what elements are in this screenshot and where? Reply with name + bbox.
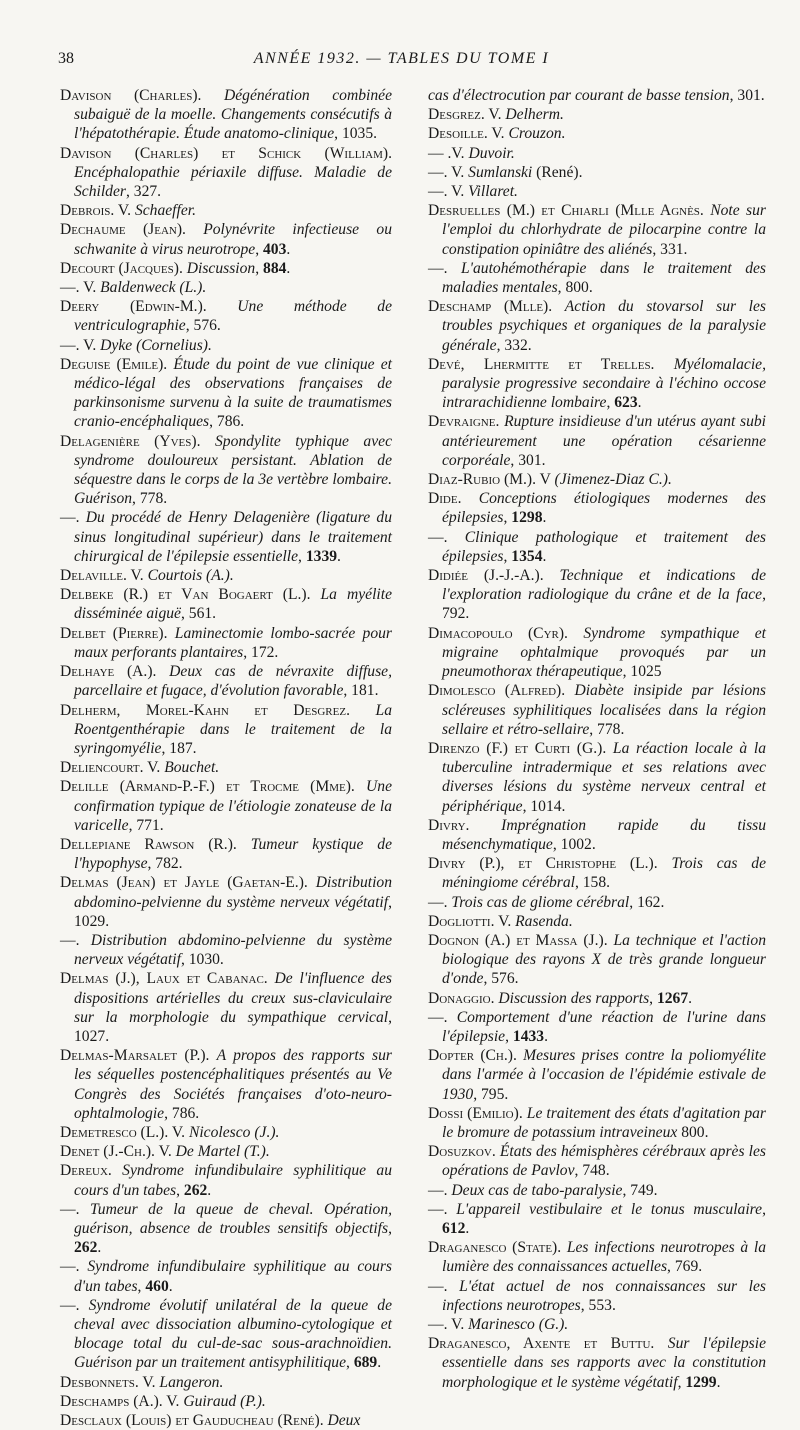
entry-title: Dyke (Cornelius). xyxy=(100,336,212,354)
index-entry xyxy=(60,1257,392,1295)
index-entry xyxy=(428,1238,766,1276)
entry-page-bold: 403 xyxy=(262,240,287,258)
index-entry xyxy=(428,1142,766,1180)
index-entry xyxy=(60,278,392,297)
entry-title: Discussion xyxy=(186,259,256,277)
entry-pages: , xyxy=(762,1200,766,1218)
entry-title: Laminectomie lombo-sacrée pour maux perforants plantaires xyxy=(74,624,392,661)
index-entry xyxy=(60,220,392,258)
entry-author: Delmas (Jean) et Jayle (Gaetan-E.). xyxy=(60,874,316,892)
entry-title: Note sur l'emploi du chlorhydrate de pilocarpine contre la constipation opiniâtre des aliénés xyxy=(442,202,766,258)
entry-author: Delaville. V. xyxy=(60,567,148,585)
entry-author: —. xyxy=(60,509,86,527)
entry-pages: , 172. xyxy=(243,643,279,661)
index-entry xyxy=(428,893,766,912)
entry-end: . xyxy=(542,547,547,565)
entry-author: Desruelles (M.) et Chiarli (Mlle Agnès. xyxy=(428,202,711,220)
entry-author: Denet (J.-Ch.). V. xyxy=(60,1143,176,1161)
entry-page-bold: 262 xyxy=(74,1239,98,1257)
entry-title: Diabète insipide par lésions scléreuses syphilitiques localisées dans la région sellaire et rétro-sellaire xyxy=(442,682,766,738)
entry-title: La technique et l'action biologique des rayons X de très grande longueur d'onde xyxy=(442,931,766,988)
index-entry xyxy=(60,777,392,835)
index-entry xyxy=(428,681,766,739)
entry-title: Marinesco (G.). xyxy=(468,1316,569,1333)
entry-author: Delbeke (R.) et Van Bogaert (L.). xyxy=(60,586,321,604)
entry-title: Deux xyxy=(327,1412,361,1430)
entry-author: —. xyxy=(60,931,91,949)
entry-pages: , 331. xyxy=(652,240,688,258)
entry-pages: , 576. xyxy=(185,317,221,335)
entry-pages: , 187. xyxy=(161,739,197,757)
entry-author: —. xyxy=(428,259,461,277)
entry-pages: , 782. xyxy=(147,855,183,873)
entry-pages: 800. xyxy=(677,1123,709,1141)
entry-author: Draganesco, Axente et Buttu. xyxy=(428,1335,668,1353)
index-entry xyxy=(60,624,392,662)
entry-author: Desclaux (Louis) et Gauducheau (René). xyxy=(60,1412,328,1430)
entry-end: . xyxy=(637,394,642,412)
entry-author: Dosuzkov. xyxy=(428,1143,500,1161)
entry-end: . xyxy=(286,240,291,258)
entry-title: Crouzon. xyxy=(508,125,566,143)
entry-pages: , xyxy=(255,259,264,277)
entry-pages: , xyxy=(606,394,615,412)
entry-title: Mesures prises contre la poliomyélite dans l'armée à l'occasion de l'épidémie estivale de 1930 xyxy=(442,1047,766,1103)
entry-author: Dereux. xyxy=(60,1162,123,1180)
entry-title: La réaction locale à la tuberculine intradermique et ses relations avec diverses lésions du système nerveux central et périphérique xyxy=(442,739,766,815)
index-entry xyxy=(60,1161,392,1199)
entry-title: Tumeur kystique de l'hypophyse xyxy=(74,835,392,873)
entry-pages: (René). xyxy=(532,163,583,181)
entry-author: Desgrez. V. xyxy=(428,106,506,124)
entry-page-bold: 1433 xyxy=(512,1027,545,1045)
entry-end: . xyxy=(97,1239,102,1257)
entry-title: Rasenda. xyxy=(515,912,573,930)
entry-title: La myélite disséminée aiguë xyxy=(74,586,392,623)
entry-title: La Roentgenthérapie dans le traitement de la syringomyélie xyxy=(74,701,392,757)
entry-title: Sumlanski xyxy=(468,163,533,181)
entry-end: . xyxy=(377,1354,382,1372)
entry-end: . xyxy=(542,509,547,527)
entry-author: Draganesco (State). xyxy=(428,1239,567,1257)
entry-pages: , 792. xyxy=(442,586,766,623)
entry-title: Langeron. xyxy=(159,1373,224,1391)
entry-pages: , 1014. xyxy=(522,797,566,815)
entry-pages: , 1025 xyxy=(622,663,662,681)
entry-pages: , 786. xyxy=(164,1104,200,1122)
entry-author: —. xyxy=(60,1258,88,1276)
entry-pages: , xyxy=(137,1277,146,1295)
entry-page-bold: 689 xyxy=(353,1354,378,1372)
entry-pages: , 800. xyxy=(557,279,593,297)
entry-pages: , 795. xyxy=(473,1085,509,1103)
index-entry xyxy=(428,1008,766,1046)
index-entry xyxy=(60,1200,392,1258)
entry-end: . xyxy=(465,1219,470,1237)
entry-title: Une méthode de ventriculographie xyxy=(74,298,393,335)
entry-author: Dechaume (Jean). xyxy=(60,221,204,239)
index-entry xyxy=(60,1123,392,1142)
entry-pages: , 771. xyxy=(128,816,164,834)
index-entry xyxy=(428,1046,766,1104)
entry-author: Decourt (Jacques). xyxy=(60,259,187,277)
entry-pages: , 778. xyxy=(589,720,625,738)
index-entry xyxy=(60,432,392,509)
entry-pages: , xyxy=(255,240,263,258)
entry-title: Rupture insidieuse d'un utérus ayant subi antérieurement une opération césarienne corporéale xyxy=(442,413,766,469)
right-column xyxy=(428,86,766,1392)
entry-title: Clinique pathologique et traitement des épilepsies xyxy=(442,528,766,565)
entry-author: Deguise (Emile). xyxy=(60,355,174,373)
index-entry xyxy=(60,662,392,700)
entry-author: Dide. xyxy=(428,490,479,508)
entry-title: Distribution abdomino-pelvienne du système nerveux végétatif xyxy=(74,874,392,911)
entry-title: Syndrome évolutif unilatéral de la queue de cheval avec dissociation albumino-cytologique et blocage total du cul-de-sac sous-arachnoïdien. Guérison par un traitement antisyphilitique xyxy=(74,1296,393,1372)
entry-author: Dossi (Emilio). xyxy=(428,1104,527,1122)
entry-pages: , 1002. xyxy=(552,835,596,853)
index-entry xyxy=(60,355,392,432)
entry-author: — .V. xyxy=(428,144,469,162)
index-entry xyxy=(428,124,766,143)
entry-title: Delherm. xyxy=(505,106,564,124)
entry-pages: , 1035. xyxy=(334,125,378,143)
index-entry xyxy=(428,105,766,124)
entry-author: Diaz-Rubio (M.). V xyxy=(428,471,555,489)
index-entry xyxy=(60,585,392,623)
entry-author: —. V. xyxy=(428,163,469,181)
entry-title: Sur l'épilepsie essentielle dans ses rapports avec la constitution morphologique et le système végétatif xyxy=(442,1335,767,1391)
entry-pages: , 332. xyxy=(496,336,532,354)
index-entry xyxy=(428,297,766,355)
entry-author: Deschamp (Mlle). xyxy=(428,298,565,316)
index-entry xyxy=(428,624,766,682)
entry-title: L'état actuel de nos connaissances sur les infections neurotropes xyxy=(442,1277,766,1314)
entry-pages: , xyxy=(176,1181,184,1199)
entry-title: De l'influence des dispositions artérielles du creux sus-claviculaire sur la morphologie du sympathique cervical xyxy=(74,970,392,1026)
index-entry xyxy=(428,931,766,989)
entry-author: Delhaye (A.). xyxy=(60,663,170,681)
index-entry xyxy=(428,854,766,892)
entry-end: . xyxy=(207,1181,212,1199)
index-entry xyxy=(428,1104,766,1142)
entry-end: . xyxy=(168,1277,173,1295)
entry-author: Delmas (J.), Laux et Cabanac. xyxy=(60,970,275,988)
index-entry xyxy=(428,989,766,1008)
index-entry xyxy=(60,1411,392,1430)
index-entry xyxy=(428,1181,766,1200)
index-entry xyxy=(428,489,766,527)
entry-pages: , 576. xyxy=(483,970,519,988)
entry-pages: , xyxy=(649,989,657,1007)
entry-pages: , 748. xyxy=(574,1162,610,1180)
entry-pages: , xyxy=(677,1373,686,1391)
entry-pages: , 158. xyxy=(574,874,611,892)
entry-title: Comportement d'une réaction de l'urine dans l'épilepsie xyxy=(442,1008,766,1045)
entry-author: —. xyxy=(428,528,465,546)
entry-title: Étude du point de vue clinique et médico-légal des observations françaises de parkinsonisme survenu à la suite de traumatismes cranio-encéphaliques xyxy=(74,355,392,431)
index-entry xyxy=(60,1296,392,1373)
entry-title: Courtois (A.). xyxy=(147,567,234,585)
entry-title: Schaeffer. xyxy=(134,202,197,220)
index-entry xyxy=(428,144,766,163)
entry-title: Guiraud (P.). xyxy=(183,1392,266,1410)
entry-author: —. xyxy=(428,1181,452,1199)
entry-pages: , 553. xyxy=(580,1296,616,1314)
index-entry xyxy=(428,739,766,816)
entry-title: Le traitement des états d'agitation par le bromure de potassium intraveineux xyxy=(442,1104,766,1141)
entry-title: Duvoir. xyxy=(468,144,515,162)
entry-pages: , 1027. xyxy=(74,1008,392,1045)
entry-author: —. V. xyxy=(428,183,469,201)
index-entry xyxy=(60,508,392,566)
entry-title: cas d'électrocution par courant de basse tension xyxy=(428,87,730,104)
index-entry xyxy=(60,86,392,144)
entry-pages: , xyxy=(346,1354,354,1372)
index-entry xyxy=(428,566,766,624)
entry-author: Davison (Charles). xyxy=(60,87,224,104)
entry-title: L'appareil vestibulaire et le tonus musculaire xyxy=(456,1200,763,1218)
index-entry xyxy=(428,1200,766,1238)
entry-end: . xyxy=(688,989,693,1007)
entry-title: A propos des rapports sur les séquelles postencéphalitiques présentés au Ve Congrès des Sociétés françaises d'oto-neuro-ophtalmologie xyxy=(74,1047,392,1122)
entry-author: —. V. xyxy=(60,279,101,297)
index-entry xyxy=(60,1046,392,1123)
index-entry xyxy=(428,1334,766,1392)
entry-title: Distribution abdomino-pelvienne du système nerveux végétatif xyxy=(74,931,393,969)
entry-author: Dimacopoulo (Cyr). xyxy=(428,624,584,642)
entry-title: Dégénération combinée subaiguë de la moelle. Changements consécutifs à l'hépatothérapie. Étude anatomo-clinique xyxy=(74,87,393,143)
entry-title: Bouchet. xyxy=(164,759,220,777)
entry-author: Davison (Charles) et Schick (William). xyxy=(60,144,392,162)
entry-title: L'autohémothérapie dans le traitement des maladies mentales xyxy=(442,259,766,297)
entry-author: Desoille. V. xyxy=(428,125,509,143)
index-entry xyxy=(428,816,766,854)
entry-author: —. xyxy=(60,1296,89,1314)
index-entry xyxy=(428,412,766,470)
entry-page-bold: 1339 xyxy=(305,547,338,565)
entry-title: États des hémisphères cérébraux après les opérations de Pavlov xyxy=(442,1143,766,1180)
entry-author: —. xyxy=(60,1200,90,1218)
entry-title: De Martel (T.). xyxy=(175,1143,270,1161)
entry-author: Deliencourt. V. xyxy=(60,759,165,777)
entry-page-bold: 1354 xyxy=(511,547,543,565)
entry-title: Syndrome infundibulaire syphilitique au cours d'un tabes xyxy=(74,1162,392,1199)
entry-title: Une confirmation typique de l'étiologie zonateuse de la varicelle xyxy=(74,778,392,834)
index-entry xyxy=(60,758,392,777)
entry-end: . xyxy=(286,259,291,277)
page-number: 38 xyxy=(58,50,74,67)
entry-title: Tumeur de la queue de cheval. Opération, guérison, absence de troubles sensitifs objectifs xyxy=(74,1200,393,1237)
index-entry xyxy=(60,336,392,355)
entry-author: —. xyxy=(428,1008,457,1026)
entry-author: Debrois. V. xyxy=(60,202,135,220)
entry-author: Didiée (J.-J.-A.). xyxy=(428,567,560,585)
entry-pages: , xyxy=(388,1219,392,1237)
entry-title: Technique et indications de l'exploration radiologique du crâne et de la face xyxy=(442,567,767,604)
entry-title: Deux cas de tabo-paralysie xyxy=(451,1181,623,1199)
entry-author: Demetresco (L.). V. xyxy=(60,1123,189,1141)
entry-title: Villaret. xyxy=(468,183,518,201)
index-entry xyxy=(428,528,766,566)
entry-author: —. V. xyxy=(60,336,101,354)
running-title: ANNÉE 1932. — TABLES DU TOME I xyxy=(253,50,550,67)
entry-title: Syndrome sympathique et migraine ophtalmique provoqués par un pneumothorax thérapeutique xyxy=(442,624,766,681)
index-entry xyxy=(428,470,766,489)
left-column xyxy=(60,86,392,1430)
index-entry xyxy=(60,1373,392,1392)
entry-author: Dimolesco (Alfred). xyxy=(428,682,575,700)
entry-title: Conceptions étiologiques modernes des épilepsies xyxy=(442,490,766,527)
entry-title: Encéphalopathie périaxile diffuse. Maladie de Schilder xyxy=(74,163,392,201)
entry-author: Dognon (A.) et Massa (J.). xyxy=(428,931,614,949)
index-entry xyxy=(60,701,392,759)
index-entry xyxy=(60,259,392,278)
entry-author: Dogliotti. V. xyxy=(428,912,516,930)
entry-title: Les infections neurotropes à la lumière des connaissances actuelles xyxy=(442,1239,766,1276)
entry-title: Du procédé de Henry Delagenière (ligature du sinus longitudinal supérieur) dans le traitement chirurgical de l'épilepsie essentielle xyxy=(74,509,393,565)
index-entry xyxy=(428,86,766,105)
entry-author: —. xyxy=(428,1200,457,1218)
index-entry xyxy=(60,566,392,585)
entry-pages: , 162. xyxy=(629,893,665,911)
index-entry xyxy=(428,182,766,201)
entry-page-bold: 1298 xyxy=(511,509,543,527)
entry-pages: , 181. xyxy=(343,682,379,700)
entry-title: Discussion des rapports xyxy=(498,989,650,1007)
entry-title: Deux cas de névraxite diffuse, parcellaire et fugace, d'évolution favorable xyxy=(74,663,392,700)
index-entry xyxy=(60,931,392,969)
index-entry xyxy=(60,969,392,1046)
entry-page-bold: 1299 xyxy=(685,1373,717,1391)
entry-author: Devé, Lhermitte et Trelles. xyxy=(428,355,674,373)
entry-pages: , 301. xyxy=(729,87,765,104)
index-entry xyxy=(428,912,766,931)
entry-author: Delbet (Pierre). xyxy=(60,624,175,642)
page-header xyxy=(58,50,745,74)
entry-author: Direnzo (F.) et Curti (G.). xyxy=(428,739,613,757)
entry-title: Nicolesco (J.). xyxy=(188,1123,280,1141)
entry-page-bold: 884 xyxy=(263,259,287,277)
entry-end: . xyxy=(544,1027,548,1045)
entry-author: —. xyxy=(428,893,452,911)
entry-pages: , 749. xyxy=(622,1181,658,1199)
entry-pages: , 778. xyxy=(132,490,168,508)
entry-author: Delmas-Marsalet (P.). xyxy=(60,1047,217,1065)
entry-title: Trois cas de gliome cérébral xyxy=(451,893,630,911)
index-entry xyxy=(60,873,392,931)
entry-author: Deery (Edwin-M.). xyxy=(60,298,238,316)
entry-author: Devraigne. xyxy=(428,413,505,431)
index-entry xyxy=(428,355,766,413)
index-entry xyxy=(428,1315,766,1334)
entry-page-bold: 262 xyxy=(183,1181,208,1199)
entry-pages: , xyxy=(503,547,512,565)
entry-title: (Jimenez-Diaz C.). xyxy=(554,471,672,489)
entry-pages: , 786. xyxy=(209,413,245,431)
entry-author: Delherm, Morel-Kahn et Desgrez. xyxy=(60,701,376,719)
entry-page-bold: 612 xyxy=(442,1219,466,1237)
entry-pages: , 769. xyxy=(667,1258,703,1276)
index-entry xyxy=(60,144,392,202)
entry-end: . xyxy=(337,547,341,565)
entry-title: Syndrome infundibulaire syphilitique au cours d'un tabes xyxy=(74,1258,392,1295)
entry-author: Divry (P.), et Christophe (L.). xyxy=(428,855,672,873)
entry-pages: , 327. xyxy=(125,183,162,201)
entry-pages: , 301. xyxy=(510,451,546,469)
index-entry xyxy=(428,259,766,297)
entry-title: Trois cas de méningiome cérébral xyxy=(442,855,767,892)
entry-title: Action du stovarsol sur les troubles psychiques et organiques de la paralysie générale xyxy=(442,298,766,354)
entry-author: —. V. xyxy=(428,1316,469,1333)
index-entry xyxy=(60,835,392,873)
entry-title: Polynévrite infectieuse ou schwanite à virus neurotrope xyxy=(74,221,392,258)
entry-title: Spondylite typhique avec syndrome douloureux persistant. Ablation de séquestre dans le corps de la 3e vertèbre lombaire. Guérison xyxy=(74,432,392,508)
entry-author: Delille (Armand-P.-F.) et Trocme (Mme). xyxy=(60,778,367,796)
entry-pages: , 561. xyxy=(180,605,217,623)
index-entry xyxy=(60,297,392,335)
entry-author: Donaggio. xyxy=(428,989,499,1007)
entry-pages: , 1029. xyxy=(74,893,392,930)
entry-page-bold: 1267 xyxy=(656,989,689,1007)
entry-title: Baldenweck (L.). xyxy=(100,279,207,297)
entry-end: . xyxy=(716,1373,721,1391)
entry-pages: , xyxy=(505,1027,513,1045)
entry-pages: , xyxy=(503,509,512,527)
entry-author: —. xyxy=(428,1277,460,1295)
entry-author: Deschamps (A.). V. xyxy=(60,1392,184,1410)
entry-pages: , xyxy=(298,547,306,565)
index-entry xyxy=(428,201,766,259)
entry-author: Divry. xyxy=(428,816,502,834)
entry-page-bold: 623 xyxy=(614,394,638,412)
entry-page-bold: 460 xyxy=(145,1277,169,1295)
entry-pages: , 1030. xyxy=(180,951,224,969)
entry-title: Imprégnation rapide du tissu mésenchymatique xyxy=(442,816,766,853)
index-entry xyxy=(60,1142,392,1161)
index-entry xyxy=(60,201,392,220)
entry-author: Delagenière (Yves). xyxy=(60,432,215,450)
index-entry xyxy=(428,163,766,182)
entry-author: Desbonnets. V. xyxy=(60,1373,160,1391)
entry-author: Dellepiane Rawson (R.). xyxy=(60,835,251,853)
entry-title: Myélomalacie, paralysie progressive secondaire à l'échino occose intrarachidienne lombaire xyxy=(442,355,766,412)
index-entry xyxy=(428,1277,766,1315)
entry-author: Dopter (Ch.). xyxy=(428,1047,524,1065)
